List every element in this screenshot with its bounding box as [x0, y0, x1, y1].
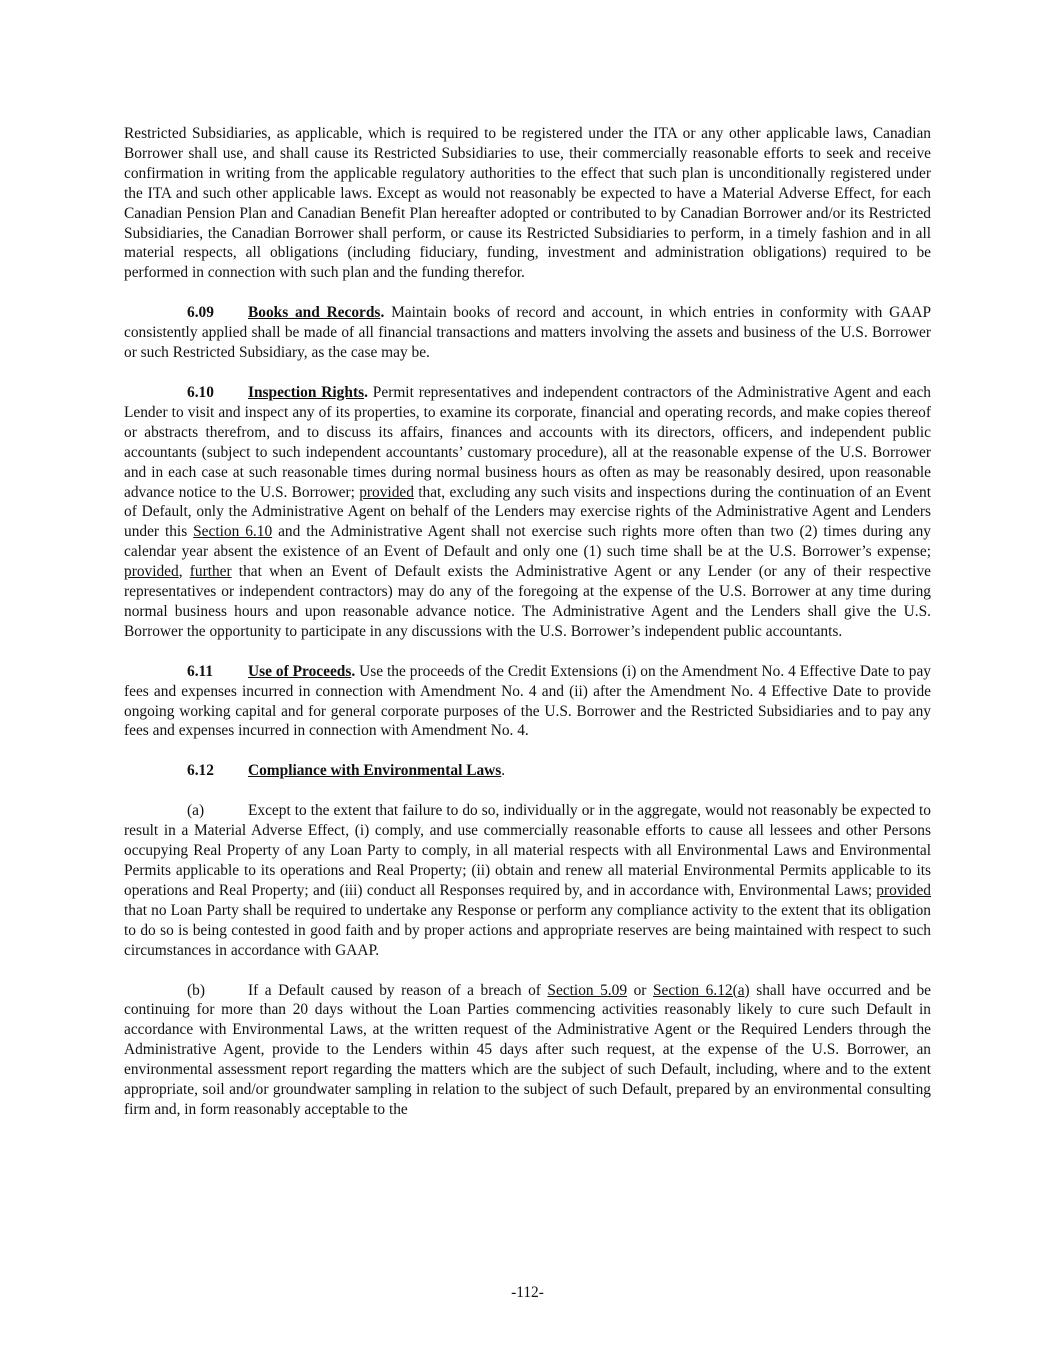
section-6-12: 6.12 Compliance with Environmental Laws.	[187, 762, 506, 780]
provided-term: provided	[359, 483, 414, 501]
section-title: Inspection Rights	[248, 383, 365, 401]
intro-text: Restricted Subsidiaries, as applicable, which is required to be registered under the ITA or any other applicable laws, Canadian Borrower shall use, and shall cause its Restricted Subsidiaries to use, their commercially reasonable efforts to seek and receive confirmation in writing from the applicable regulatory authorities to the effect that such plan is unconditionally registered under the ITA and such other applicable laws. Except as would not reasonably be expected to have a Material Adverse Effect, for each Canadian Pension Plan and Canadian Benefit Plan hereafter adopted or contributed to by Canadian Borrower and/or its Restricted Subsidiaries, the Canadian Borrower shall perform, or cause its Restricted Subsidiaries to perform, in a timely fashion and in all material respects, all obligations (including fiduciary, funding, investment and administration obligations) required to be performed in connection with such plan and the funding therefor.	[124, 125, 931, 282]
section-title: Books and Records	[248, 304, 381, 322]
section-title: Use of Proceeds	[248, 662, 352, 680]
page-number: -112-	[511, 1284, 544, 1301]
provided-term: provided	[876, 881, 931, 899]
section-number: 6.11	[187, 662, 214, 680]
section-number: 6.12	[187, 762, 214, 780]
section-text: Maintain books of record and account, in which entries in conformity with GAAP consistently applied shall be made of all financial transactions and matters involving the assets and business of the U.S. Borrower or such Restricted Subsidiary, as the case may be.	[124, 304, 931, 362]
subsection-label: (b)	[187, 981, 205, 999]
section-text: Use the proceeds of the Credit Extensions (i) on the Amendment No. 4 Effective Date to pay fees and expenses incurred in connection with Amendment No. 4 and (ii) after the Amendment No. 4 Effective Date to provide ongoing working capital and for general corporate purposes of the U.S. Borrower and the Restricted Subsidiaries and to pay any fees and expenses incurred in connection with Amendment No. 4.	[124, 662, 931, 740]
section-6-09: 6.09 Books and Records. Maintain books of record and account, in which entries in conformity with GAAP consistently applied shall be made of all financial transactions and matters involving the assets and business of the U.S. Borrower or such Restricted Subsidiary, as the case may be.	[124, 304, 931, 362]
section-6-11: 6.11 Use of Proceeds. Use the proceeds of the Credit Extensions (i) on the Amendment No. 4 Effective Date to pay fees and expenses incurred in connection with Amendment No. 4 and (ii) after the Amendment No. 4 Effective Date to provide ongoing working capital and for general corporate purposes of the U.S. Borrower and the Restricted Subsidiaries and to pay any fees and expenses incurred in connection with Amendment No. 4.	[124, 662, 931, 740]
section-number: 6.09	[187, 304, 214, 322]
section-number: 6.10	[187, 383, 214, 401]
section-6-10: 6.10 Inspection Rights. Permit representatives and independent contractors of the Administrative Agent and each Lender to visit and inspect any of its properties, to examine its corporate, financial and operating records, and make copies thereof or abstracts therefrom, and to discuss its affairs, finances and accounts with its directors, officers, and independent public accountants (subject to such independent accountants’ customary procedure), all at the reasonable expense of the U.S. Borrower and in each case at such reasonable times during normal business hours as often as may be reasonably desired, upon reasonable advance notice to the U.S. Borrower; provided that, excluding any such visits and inspections during the continuation of an Event of Default, only the Administrative Agent on behalf of the Lenders may exercise rights of the Administrative Agent and Lenders under this Section 6.10 and the Administrative Agent shall not exercise such rights more often than two (2) times during any calendar year absent the existence of an Event of Default and only one (1) such time shall be at the U.S. Borrower’s expense; provided, further that when an Event of Default exists the Administrative Agent or any Lender (or any of their respective representatives or independent contractors) may do any of the foregoing at the expense of the U.S. Borrower at any time during normal business hours and upon reasonable advance notice. The Administrative Agent and the Lenders shall give the U.S. Borrower the opportunity to participate in any discussions with the U.S. Borrower’s independent public accountants.	[124, 383, 931, 640]
subsection-label: (a)	[187, 802, 205, 820]
further-term: further	[189, 563, 232, 581]
document-page	[124, 124, 931, 1120]
section-title: Compliance with Environmental Laws	[248, 762, 502, 780]
intro-paragraph	[124, 124, 931, 283]
provided-term: provided	[124, 563, 179, 581]
subsection-6-12-a: (a) Except to the extent that failure to do so, individually or in the aggregate, would not reasonably be expected to result in a Material Adverse Effect, (i) comply, and use commercially reasonable efforts to cause all lessees and other Persons occupying Real Property of any Loan Party to comply, in all material respects with all Environmental Laws and Environmental Permits applicable to its operations and Real Property; (ii) obtain and renew all material Environmental Permits applicable to its operations and Real Property; and (iii) conduct all Responses required by, and in accordance with, Environmental Laws; provided that no Loan Party shall be required to undertake any Response or perform any compliance activity to the extent that its obligation to do so is being contested in good faith and by proper actions and appropriate reserves are being maintained with respect to such circumstances in accordance with GAAP.	[124, 802, 931, 959]
cross-reference-link: Section 6.12(a)	[652, 981, 750, 999]
subsection-6-12-b: (b) If a Default caused by reason of a breach of Section 5.09 or Section 6.12(a) shall have occurred and be continuing for more than 20 days without the Loan Parties commencing activities reasonably likely to cure such Default in accordance with Environmental Laws, at the written request of the Administrative Agent or the Required Lenders through the Administrative Agent, provide to the Lenders within 45 days after such request, at the expense of the U.S. Borrower, an environmental assessment report regarding the matters which are the subject of such Default, including, where and to the extent appropriate, soil and/or groundwater sampling in relation to the subject of such Default, prepared by an environmental consulting firm and, in form reasonably acceptable to the	[124, 981, 932, 1118]
cross-reference-link: Section 6.10	[193, 523, 273, 541]
cross-reference-link: Section 5.09	[547, 981, 628, 999]
